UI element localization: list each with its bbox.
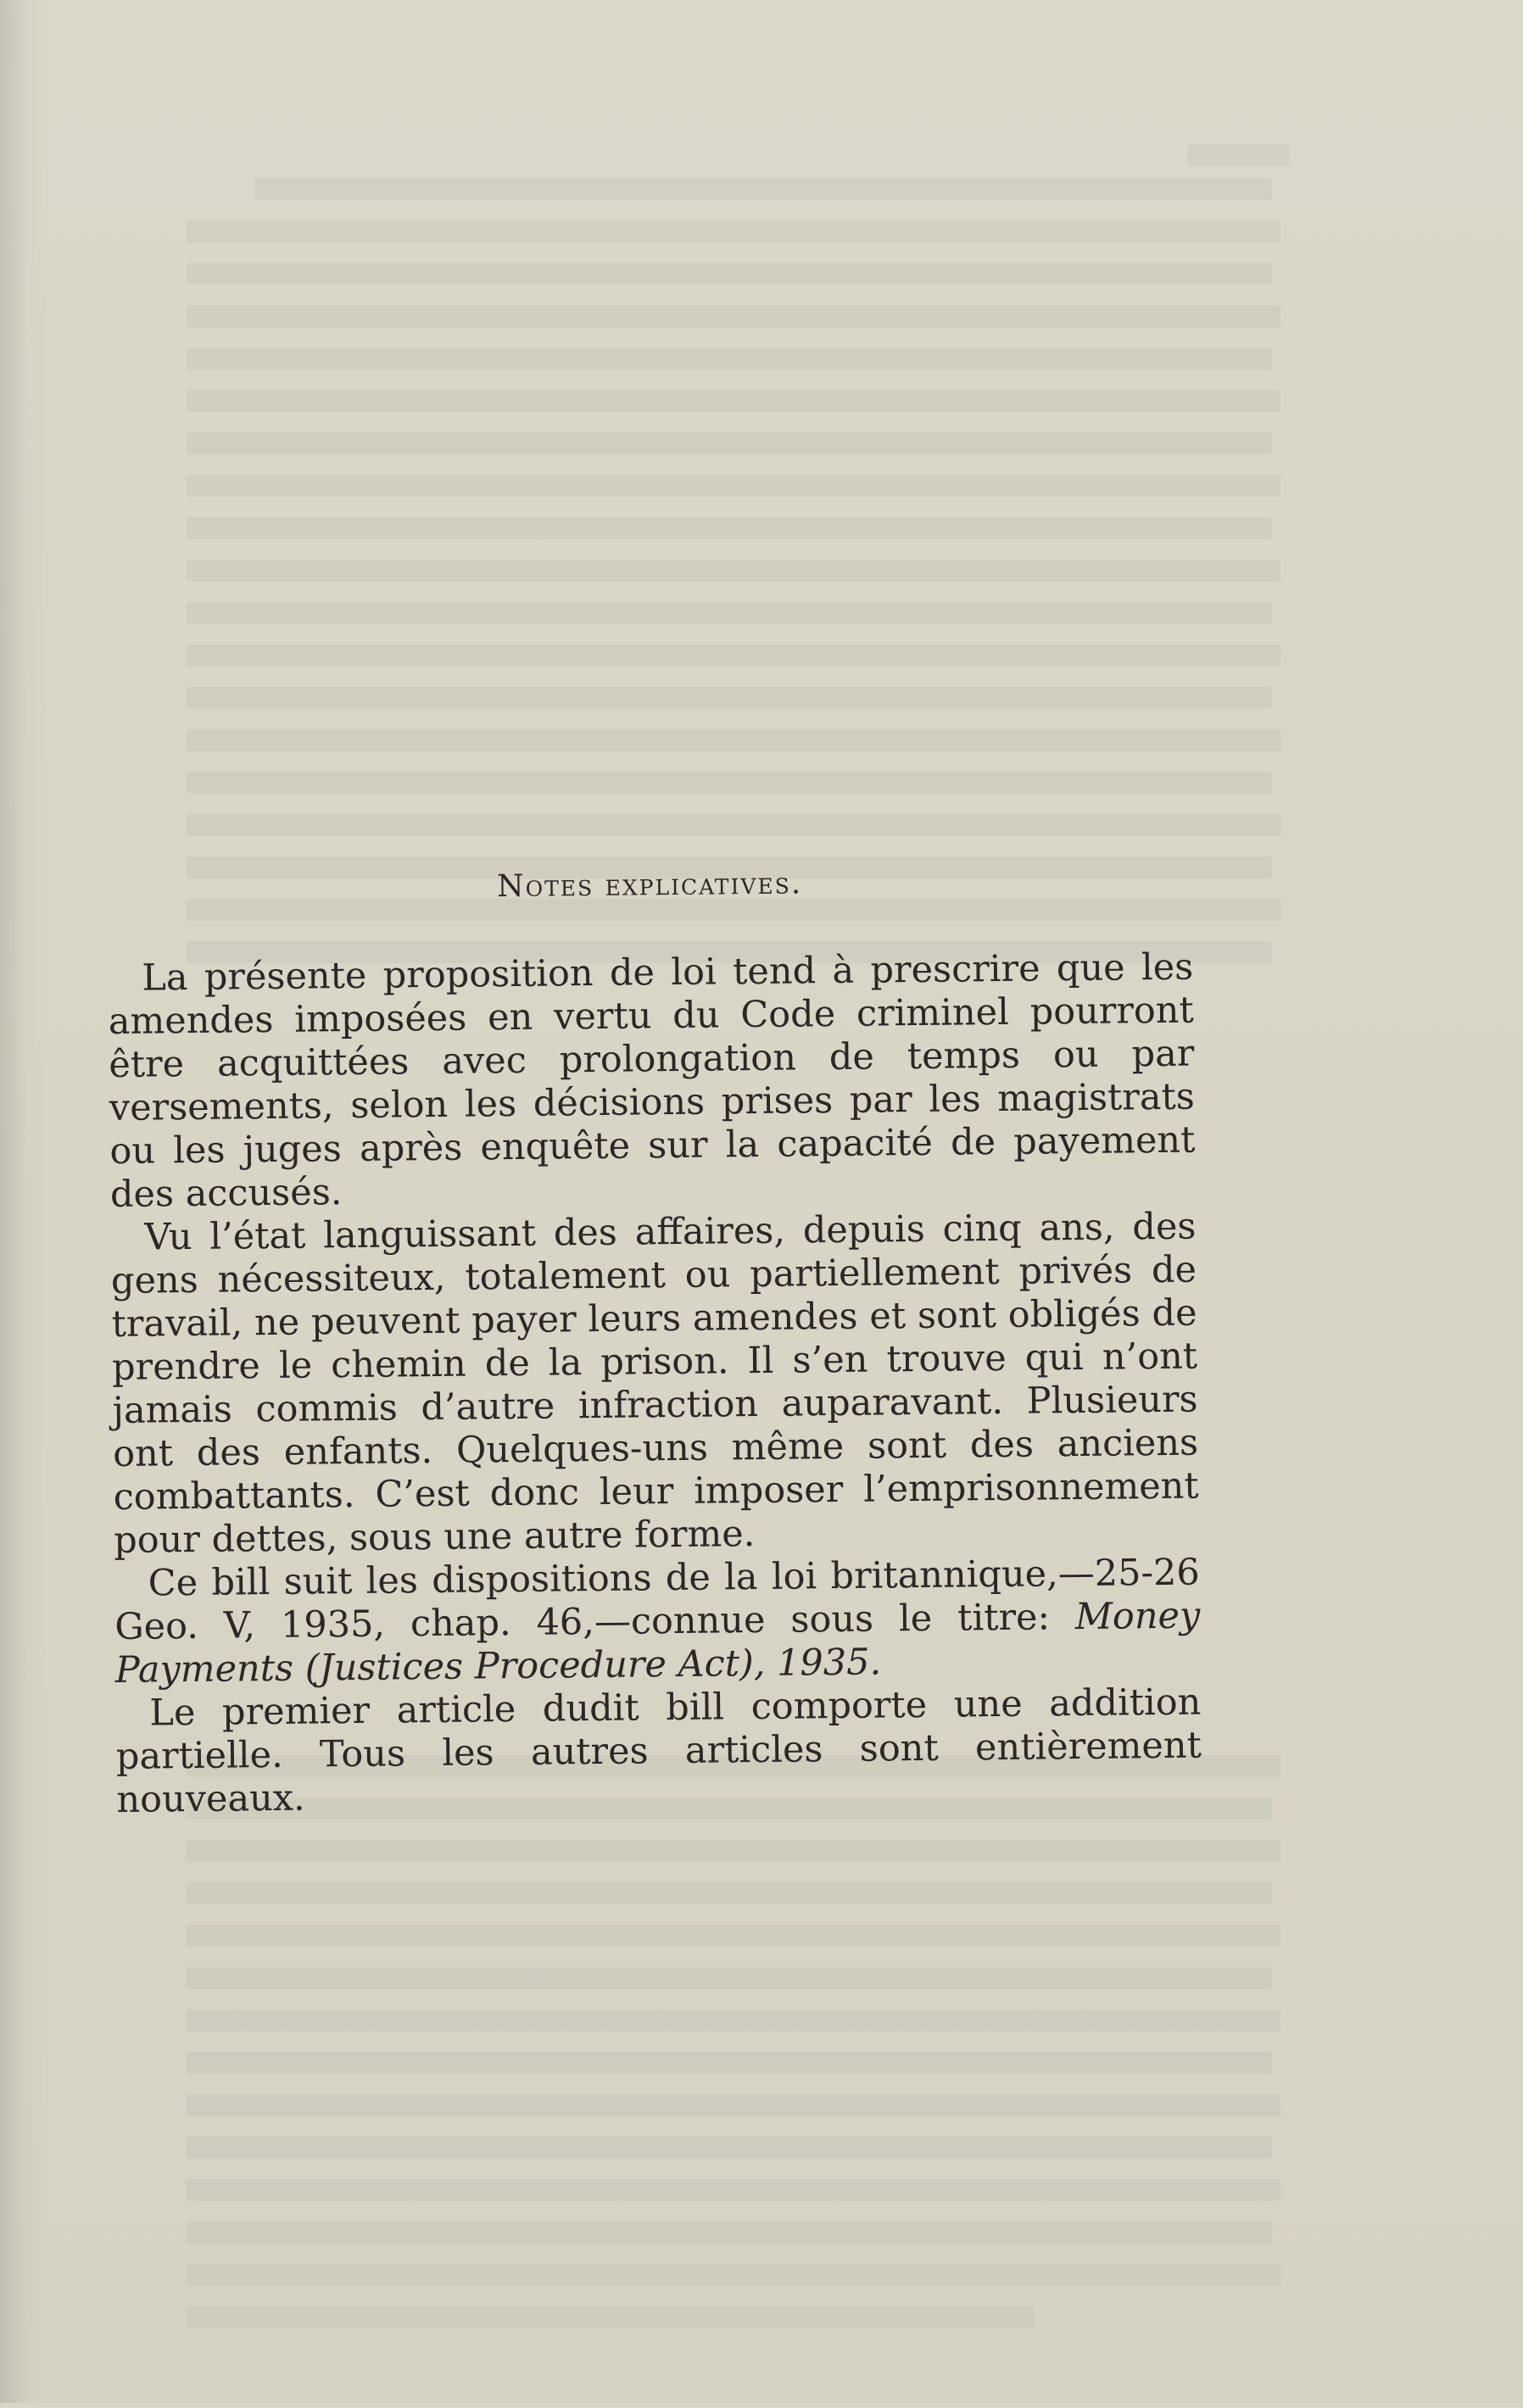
paragraph-4: Le premier article dudit bill comporte une addition partielle. Tous les autres articles sont entièrement nouveaux. — [115, 1681, 1202, 1821]
paragraph-3 — [114, 1552, 1202, 1692]
paragraph-1: La présente proposition de loi tend à prescrire que les amendes imposées en vertu du Code criminel pourront être acquittées avec prolongation de temps ou par versements, selon les décisions prises par les magistrats ou les juges après enquête sur la capacité de payement des accusés. — [108, 945, 1196, 1216]
notes-heading: Notes explicatives. — [496, 866, 803, 905]
paragraph-2: Vu l’état languissant des affaires, depuis cinq ans, des gens nécessiteux, totalement ou partiellement privés de travail, ne peuvent payer leurs amendes et sont obligés de prendre le chemin de la prison. Il s’en trouve qui n’ont jamais commis d’autre infraction auparavant. Plusieurs ont des enfants. Quelques-uns même sont des anciens combattants. C’est donc leur imposer l’emprisonnement pour dettes, sous une autre forme. — [110, 1205, 1199, 1562]
paragraph-3-text: Ce bill suit les dispositions de la loi britannique,—25-26 Geo. V, 1935, chap. 46,—connue sous le titre: — [114, 1551, 1200, 1648]
act-title: Money Payments (Justices Procedure Act), 1935. — [114, 1594, 1201, 1692]
explanatory-notes — [107, 862, 1202, 1822]
